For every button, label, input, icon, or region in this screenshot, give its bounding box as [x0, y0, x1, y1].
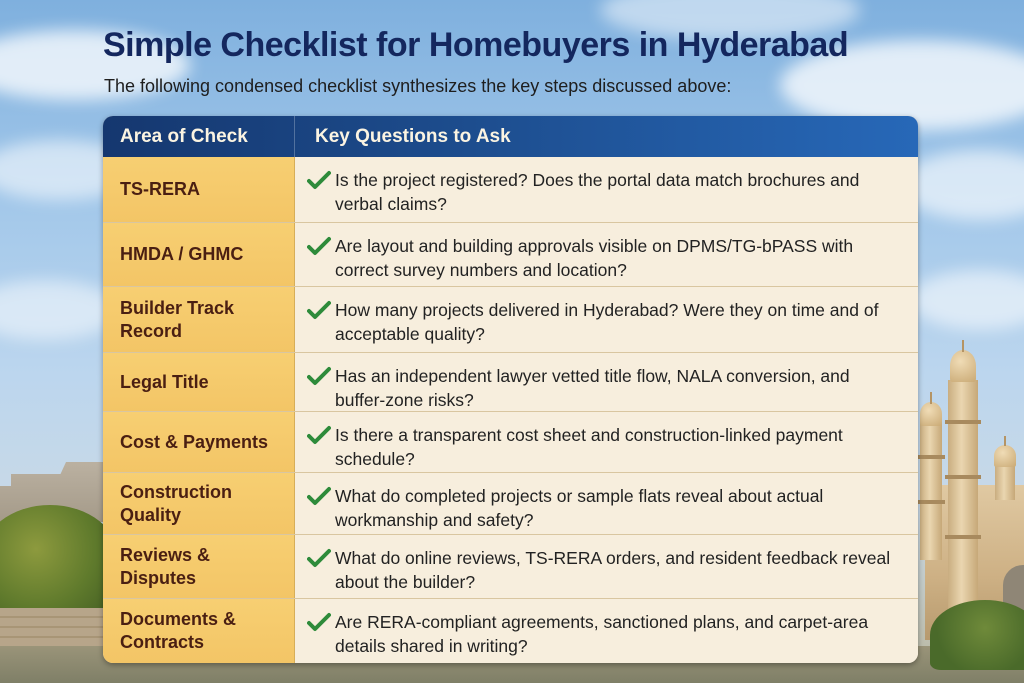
table-row: [103, 411, 918, 472]
page-title: Simple Checklist for Homebuyers in Hyderabad: [103, 26, 849, 64]
area-cell: Documents & Contracts: [103, 599, 295, 663]
question-cell: [295, 157, 918, 222]
cloud: [0, 280, 120, 340]
check-icon: [307, 423, 335, 445]
table-row: [103, 472, 918, 534]
question-cell: [295, 535, 918, 598]
question-cell: [295, 599, 918, 663]
question-text: Is there a transparent cost sheet and construction-linked payment schedule?: [335, 425, 843, 469]
question-text: How many projects delivered in Hyderabad? Were they on time and of acceptable quality?: [335, 300, 879, 344]
header-key-questions: Key Questions to Ask: [315, 125, 511, 147]
question-cell: [295, 287, 918, 352]
table-row: [103, 157, 918, 222]
question-cell: [295, 223, 918, 286]
area-cell: Construction Quality: [103, 473, 295, 534]
check-icon: [307, 364, 335, 386]
cloud: [900, 150, 1024, 220]
table-row: [103, 222, 918, 286]
check-icon: [307, 610, 335, 632]
area-cell: HMDA / GHMC: [103, 223, 295, 286]
check-icon: [307, 298, 335, 320]
area-cell: Legal Title: [103, 353, 295, 411]
check-icon: [307, 168, 335, 190]
question-cell: [295, 353, 918, 411]
check-icon: [307, 234, 335, 256]
question-text: Has an independent lawyer vetted title flow, NALA conversion, and buffer-zone risks?: [335, 366, 850, 410]
table-header: [103, 116, 918, 157]
question-text: Is the project registered? Does the portal data match brochures and verbal claims?: [335, 170, 860, 214]
stone-wall: [0, 608, 120, 648]
table-row: [103, 534, 918, 598]
question-text: What do completed projects or sample flats reveal about actual workmanship and safety?: [335, 486, 824, 530]
table-row: [103, 352, 918, 411]
question-text: Are RERA-compliant agreements, sanctioned plans, and carpet-area details shared in writing?: [335, 612, 869, 656]
header-area-of-check: Area of Check: [103, 116, 295, 157]
table-row: [103, 598, 918, 663]
check-icon: [307, 546, 335, 568]
cloud: [910, 270, 1024, 330]
table-row: [103, 286, 918, 352]
area-cell: TS-RERA: [103, 157, 295, 222]
question-text: What do online reviews, TS-RERA orders, and resident feedback reveal about the builder?: [335, 548, 891, 592]
check-icon: [307, 484, 335, 506]
page-subtitle: The following condensed checklist synthesizes the key steps discussed above:: [104, 76, 732, 96]
area-cell: Builder Track Record: [103, 287, 295, 352]
charminar-monument: [915, 340, 1024, 640]
area-cell: Reviews & Disputes: [103, 535, 295, 598]
question-text: Are layout and building approvals visible on DPMS/TG-bPASS with correct survey numbers and location?: [335, 236, 854, 280]
bush: [930, 600, 1024, 670]
question-cell: [295, 473, 918, 534]
checklist-table: [103, 116, 918, 663]
question-cell: [295, 412, 918, 472]
area-cell: Cost & Payments: [103, 412, 295, 472]
